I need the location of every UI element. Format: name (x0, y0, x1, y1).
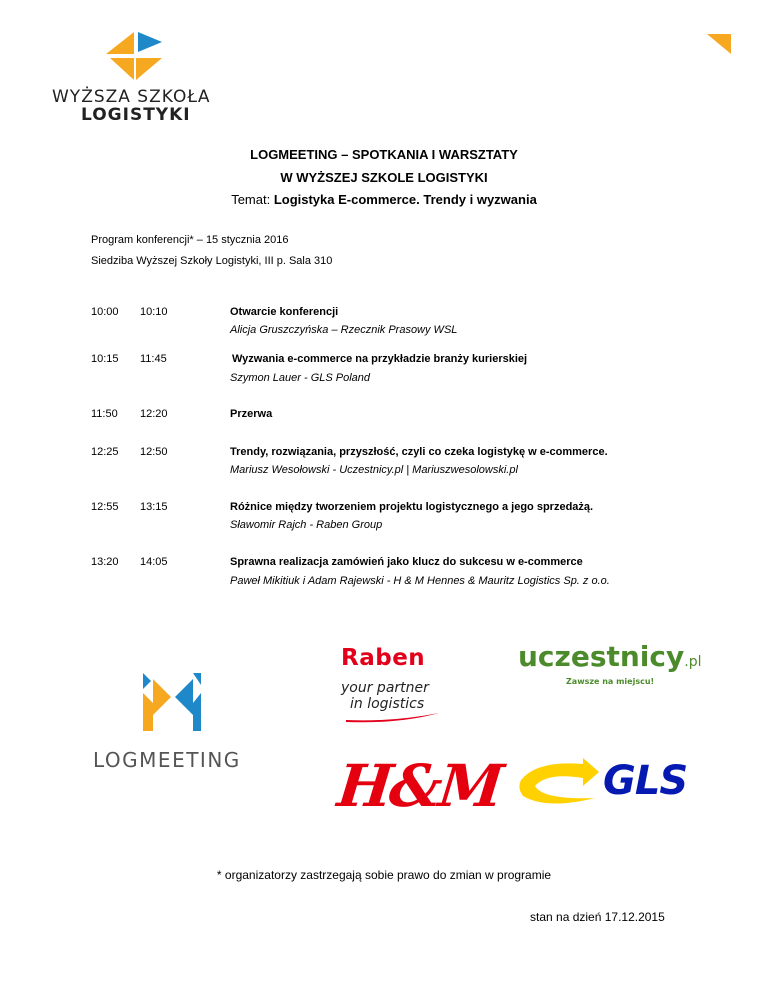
session-speaker: Szymon Lauer - GLS Poland (230, 372, 371, 384)
raben-swoosh-icon (344, 711, 442, 723)
session-end: 10:10 (140, 306, 168, 318)
uczestnicy-logo (518, 640, 701, 673)
uczestnicy-tagline: Zawsze na miejscu! (566, 677, 655, 686)
session-title: Sprawna realizacja zamówień jako klucz do sukcesu w e-commerce (230, 556, 583, 568)
logmeeting-wordmark: LOGMEETING (93, 748, 241, 772)
session-start: 11:50 (91, 408, 118, 420)
session-speaker: Alicja Gruszczyńska – Rzecznik Prasowy WSL (230, 324, 458, 336)
session-start: 10:00 (91, 306, 119, 318)
session-start: 10:15 (91, 353, 119, 365)
session-end: 14:05 (140, 556, 168, 568)
raben-tagline-line1: your partner (341, 680, 429, 696)
session-start: 13:20 (91, 556, 119, 568)
session-title: Otwarcie konferencji (230, 306, 339, 318)
status-date: stan na dzień 17.12.2015 (530, 910, 665, 924)
gls-arrow-icon (517, 758, 601, 806)
program-date: Program konferencji* – 15 stycznia 2016 (91, 234, 289, 246)
session-end: 13:15 (140, 501, 168, 513)
gls-logo: GLS (603, 758, 688, 804)
session-start: 12:55 (91, 501, 119, 513)
session-end: 11:45 (140, 353, 167, 365)
school-name-line2: LOGISTYKI (81, 105, 191, 125)
wsl-logo-mark-icon (106, 32, 164, 82)
raben-logo: Raben (341, 645, 426, 671)
footnote: * organizatorzy zastrzegają sobie prawo do zmian w programie (216, 868, 552, 882)
session-speaker: Sławomir Rajch - Raben Group (230, 519, 383, 531)
session-speaker: Paweł Mikitiuk i Adam Rajewski - H & M Hennes & Mauritz Logistics Sp. z o.o. (230, 575, 610, 587)
topic-value: Logistyka E-commerce. Trendy i wyzwania (273, 192, 537, 207)
session-title: Wyzwania e-commerce na przykładzie branży kurierskiej (232, 353, 528, 365)
session-title: Trendy, rozwiązania, przyszłość, czyli co czeka logistykę w e-commerce. (230, 446, 608, 458)
topic (0, 192, 768, 207)
session-speaker: Mariusz Wesołowski - Uczestnicy.pl | Mariuszwesolowski.pl (230, 464, 518, 476)
hm-logo: H&M (334, 752, 504, 820)
session-end: 12:50 (140, 446, 168, 458)
uczestnicy-suffix: .pl (684, 654, 702, 670)
corner-triangle-icon (707, 34, 731, 54)
page-title-line1: LOGMEETING – SPOTKANIA I WARSZTATY (250, 147, 518, 162)
session-title: Różnice między tworzeniem projektu logistycznego a jego sprzedażą. (230, 501, 594, 513)
logmeeting-logo-icon (141, 671, 205, 733)
session-start: 12:25 (91, 446, 119, 458)
school-name-line1: WYŻSZA SZKOŁA (52, 87, 211, 107)
session-end: 12:20 (140, 408, 168, 420)
venue: Siedziba Wyższej Szkoły Logistyki, III p. Sala 310 (91, 255, 333, 267)
page-title-line2: W WYŻSZEJ SZKOLE LOGISTYKI (280, 170, 488, 185)
uczestnicy-wordmark: uczestnicy (518, 640, 685, 673)
session-title: Przerwa (230, 408, 273, 420)
raben-tagline-line2: in logistics (350, 696, 425, 712)
topic-label: Temat: (231, 192, 274, 207)
